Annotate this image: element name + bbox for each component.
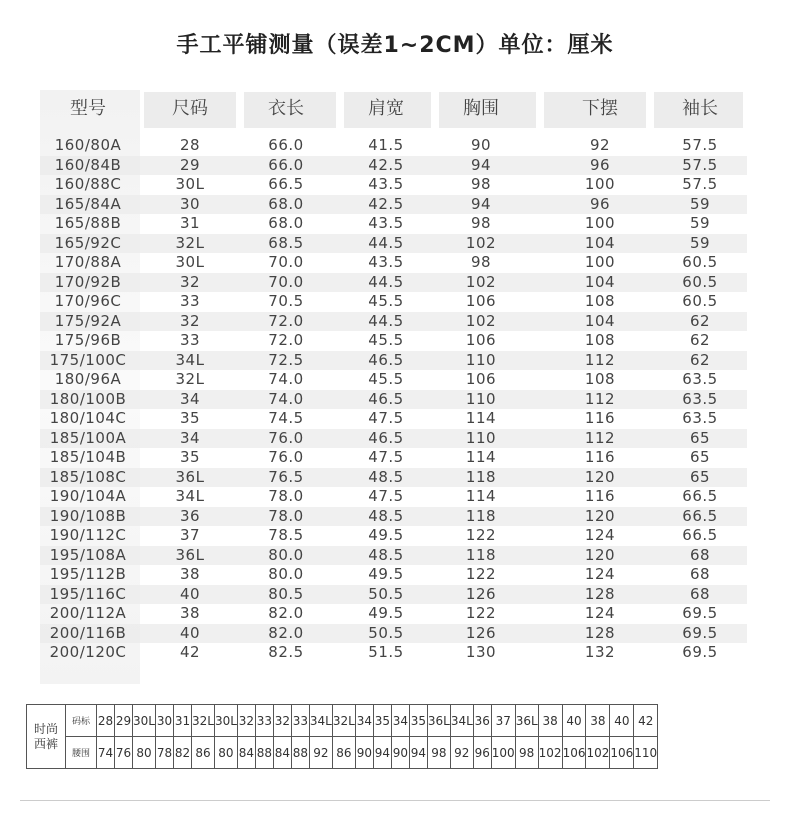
cell-length: 74.0 bbox=[268, 389, 304, 408]
cell-chest: 106 bbox=[465, 370, 497, 388]
cell-shoulder: 42.5 bbox=[368, 194, 404, 213]
cell-sleeve: 68 bbox=[689, 565, 711, 583]
cell-shoulder: 47.5 bbox=[368, 409, 404, 427]
cell-model: 195/112B bbox=[49, 565, 127, 583]
waist-cell: 80 bbox=[214, 737, 237, 769]
cell-sleeve: 59 bbox=[689, 233, 711, 252]
cell-shoulder: 51.5 bbox=[368, 643, 404, 661]
cell-length: 80.5 bbox=[268, 584, 304, 603]
cell-sleeve: 69.5 bbox=[682, 643, 718, 661]
table-row bbox=[40, 195, 747, 215]
cell-length: 72.0 bbox=[268, 331, 304, 349]
cell-model: 165/88B bbox=[54, 214, 122, 232]
table-row bbox=[40, 175, 747, 195]
table-row bbox=[40, 390, 747, 410]
cell-sleeve: 69.5 bbox=[682, 604, 718, 622]
cell-sleeve: 66.5 bbox=[682, 487, 718, 505]
table-row bbox=[40, 253, 747, 273]
cell-chest: 90 bbox=[470, 136, 492, 154]
size-cell: 34 bbox=[355, 705, 373, 737]
waist-cell: 100 bbox=[491, 737, 515, 769]
header-length: 衣长 bbox=[268, 98, 304, 119]
cell-chest: 118 bbox=[465, 545, 497, 564]
cell-chest: 98 bbox=[470, 175, 492, 193]
cell-hem: 116 bbox=[584, 409, 616, 427]
cell-shoulder: 47.5 bbox=[368, 487, 404, 505]
cell-shoulder: 44.5 bbox=[368, 272, 404, 291]
size-cell: 38 bbox=[586, 705, 610, 737]
cell-chest: 114 bbox=[465, 487, 497, 505]
waist-cell: 84 bbox=[237, 737, 255, 769]
cell-model: 195/108A bbox=[49, 545, 127, 564]
cell-sleeve: 68 bbox=[689, 545, 711, 564]
cell-model: 175/92A bbox=[54, 311, 122, 330]
cell-hem: 124 bbox=[584, 565, 616, 583]
table-row bbox=[40, 546, 747, 566]
cell-model: 170/92B bbox=[54, 272, 122, 291]
cell-size: 40 bbox=[179, 623, 201, 642]
cell-sleeve: 66.5 bbox=[682, 506, 718, 525]
cell-length: 82.0 bbox=[268, 623, 304, 642]
size-cell: 32L bbox=[191, 705, 214, 737]
cell-shoulder: 49.5 bbox=[368, 565, 404, 583]
cell-length: 70.0 bbox=[268, 253, 304, 271]
cell-sleeve: 59 bbox=[689, 214, 711, 232]
cell-sleeve: 57.5 bbox=[682, 155, 718, 174]
cell-shoulder: 48.5 bbox=[368, 545, 404, 564]
cell-shoulder: 42.5 bbox=[368, 155, 404, 174]
waist-cell: 80 bbox=[133, 737, 156, 769]
waist-row bbox=[27, 737, 658, 769]
cell-model: 200/112A bbox=[49, 604, 127, 622]
cell-chest: 122 bbox=[465, 565, 497, 583]
size-cell: 34L bbox=[309, 705, 332, 737]
cell-hem: 116 bbox=[584, 448, 616, 466]
table-row bbox=[40, 331, 747, 351]
waist-cell: 106 bbox=[610, 737, 634, 769]
page-title: 手工平铺测量（误差1~2CM）单位：厘米 bbox=[176, 33, 614, 58]
header-shoulder: 肩宽 bbox=[368, 98, 404, 119]
cell-model: 170/96C bbox=[54, 292, 122, 310]
cell-size: 30 bbox=[179, 194, 201, 213]
cell-model: 190/108B bbox=[49, 506, 127, 525]
cell-length: 66.0 bbox=[268, 155, 304, 174]
cell-hem: 96 bbox=[589, 194, 611, 213]
table-row bbox=[40, 604, 747, 624]
pants-label-cell bbox=[27, 705, 66, 769]
cell-length: 74.5 bbox=[268, 409, 304, 427]
cell-model: 185/104B bbox=[49, 448, 127, 466]
cell-shoulder: 49.5 bbox=[368, 526, 404, 544]
waist-cell: 86 bbox=[332, 737, 355, 769]
cell-hem: 104 bbox=[584, 272, 616, 291]
cell-shoulder: 43.5 bbox=[368, 175, 404, 193]
cell-model: 185/100A bbox=[49, 428, 127, 447]
cell-size: 42 bbox=[179, 643, 201, 661]
cell-size: 32 bbox=[179, 272, 201, 291]
waist-cell: 78 bbox=[155, 737, 173, 769]
table-row bbox=[40, 585, 747, 605]
cell-size: 28 bbox=[179, 136, 201, 154]
size-cell: 38 bbox=[538, 705, 562, 737]
cell-sleeve: 65 bbox=[689, 428, 711, 447]
cell-length: 76.0 bbox=[268, 448, 304, 466]
cell-sleeve: 60.5 bbox=[682, 253, 718, 271]
cell-length: 78.5 bbox=[268, 526, 304, 544]
waist-cell: 98 bbox=[515, 737, 538, 769]
cell-hem: 128 bbox=[584, 623, 616, 642]
cell-chest: 118 bbox=[465, 506, 497, 525]
size-cell: 30L bbox=[214, 705, 237, 737]
size-cell: 35 bbox=[373, 705, 391, 737]
cell-sleeve: 59 bbox=[689, 194, 711, 213]
cell-size: 34 bbox=[179, 389, 201, 408]
cell-chest: 126 bbox=[465, 623, 497, 642]
cell-chest: 98 bbox=[470, 253, 492, 271]
cell-shoulder: 50.5 bbox=[368, 584, 404, 603]
cell-model: 180/104C bbox=[49, 409, 127, 427]
table-row bbox=[40, 292, 747, 312]
cell-chest: 114 bbox=[465, 448, 497, 466]
cell-length: 74.0 bbox=[268, 370, 304, 388]
cell-sleeve: 57.5 bbox=[682, 136, 718, 154]
cell-hem: 92 bbox=[589, 136, 611, 154]
cell-size: 33 bbox=[179, 292, 201, 310]
size-cell: 34 bbox=[391, 705, 409, 737]
table-row bbox=[40, 409, 747, 429]
cell-size: 30L bbox=[175, 253, 205, 271]
cell-shoulder: 49.5 bbox=[368, 604, 404, 622]
table-row bbox=[40, 351, 747, 371]
pants-waist-table bbox=[26, 704, 658, 769]
cell-sleeve: 57.5 bbox=[682, 175, 718, 193]
cell-length: 78.0 bbox=[268, 506, 304, 525]
cell-size: 36L bbox=[175, 467, 205, 486]
waist-cell: 102 bbox=[586, 737, 610, 769]
cell-length: 66.5 bbox=[268, 175, 304, 193]
cell-chest: 126 bbox=[465, 584, 497, 603]
cell-shoulder: 44.5 bbox=[368, 233, 404, 252]
cell-hem: 100 bbox=[584, 214, 616, 232]
cell-length: 68.0 bbox=[268, 214, 304, 232]
cell-size: 33 bbox=[179, 331, 201, 349]
size-cell: 36L bbox=[427, 705, 450, 737]
cell-chest: 110 bbox=[465, 389, 497, 408]
waist-cell: 102 bbox=[538, 737, 562, 769]
header-hem: 下摆 bbox=[582, 98, 618, 119]
header-model: 型号 bbox=[70, 98, 106, 119]
cell-length: 70.0 bbox=[268, 272, 304, 291]
waist-cell: 90 bbox=[355, 737, 373, 769]
cell-model: 170/88A bbox=[54, 253, 122, 271]
header-chest: 胸围 bbox=[463, 98, 499, 119]
size-cell: 34L bbox=[450, 705, 473, 737]
size-cell: 36L bbox=[515, 705, 538, 737]
cell-size: 36L bbox=[175, 545, 205, 564]
cell-size: 30L bbox=[175, 175, 205, 193]
cell-model: 160/88C bbox=[54, 175, 122, 193]
waist-cell: 88 bbox=[291, 737, 309, 769]
cell-size: 34 bbox=[179, 428, 201, 447]
cell-model: 200/116B bbox=[49, 623, 127, 642]
cell-shoulder: 50.5 bbox=[368, 623, 404, 642]
size-row bbox=[27, 705, 658, 737]
cell-chest: 94 bbox=[470, 194, 492, 213]
cell-size: 34L bbox=[175, 487, 205, 505]
cell-size: 40 bbox=[179, 584, 201, 603]
size-label-cell: 码标 bbox=[66, 705, 97, 737]
cell-length: 82.5 bbox=[268, 643, 304, 661]
cell-hem: 128 bbox=[584, 584, 616, 603]
cell-length: 78.0 bbox=[268, 487, 304, 505]
size-cell: 32 bbox=[273, 705, 291, 737]
table-row bbox=[40, 624, 747, 644]
cell-size: 32L bbox=[175, 370, 205, 388]
cell-hem: 124 bbox=[584, 604, 616, 622]
cell-shoulder: 47.5 bbox=[368, 448, 404, 466]
waist-cell: 96 bbox=[473, 737, 491, 769]
cell-model: 165/84A bbox=[54, 194, 122, 213]
cell-length: 82.0 bbox=[268, 604, 304, 622]
cell-hem: 104 bbox=[584, 311, 616, 330]
cell-chest: 130 bbox=[465, 643, 497, 661]
cell-chest: 110 bbox=[465, 350, 497, 369]
cell-hem: 124 bbox=[584, 526, 616, 544]
cell-shoulder: 44.5 bbox=[368, 311, 404, 330]
cell-chest: 98 bbox=[470, 214, 492, 232]
table-row bbox=[40, 273, 747, 293]
cell-shoulder: 41.5 bbox=[368, 136, 404, 154]
cell-size: 32L bbox=[175, 233, 205, 252]
cell-hem: 108 bbox=[584, 370, 616, 388]
cell-size: 36 bbox=[179, 506, 201, 525]
cell-hem: 112 bbox=[584, 350, 616, 369]
cell-sleeve: 65 bbox=[689, 467, 711, 486]
cell-length: 66.0 bbox=[268, 136, 304, 154]
size-cell: 37 bbox=[491, 705, 515, 737]
cell-size: 38 bbox=[179, 604, 201, 622]
cell-hem: 120 bbox=[584, 545, 616, 564]
table-row bbox=[40, 136, 747, 156]
cell-shoulder: 43.5 bbox=[368, 253, 404, 271]
cell-model: 190/104A bbox=[49, 487, 127, 505]
cell-chest: 110 bbox=[465, 428, 497, 447]
cell-length: 72.5 bbox=[268, 350, 304, 369]
cell-size: 38 bbox=[179, 565, 201, 583]
cell-model: 160/80A bbox=[54, 136, 122, 154]
cell-sleeve: 66.5 bbox=[682, 526, 718, 544]
table-row bbox=[40, 214, 747, 234]
size-cell: 32 bbox=[237, 705, 255, 737]
waist-cell: 76 bbox=[115, 737, 133, 769]
cell-hem: 116 bbox=[584, 487, 616, 505]
waist-cell: 82 bbox=[173, 737, 191, 769]
cell-chest: 106 bbox=[465, 292, 497, 310]
pants-label-line1: 时尚 bbox=[33, 721, 58, 736]
size-cell: 32L bbox=[332, 705, 355, 737]
cell-hem: 120 bbox=[584, 467, 616, 486]
cell-sleeve: 63.5 bbox=[682, 409, 718, 427]
waist-label-cell: 腰围 bbox=[66, 737, 97, 769]
size-cell: 42 bbox=[634, 705, 658, 737]
cell-model: 195/116C bbox=[49, 584, 127, 603]
cell-sleeve: 68 bbox=[689, 584, 711, 603]
cell-hem: 120 bbox=[584, 506, 616, 525]
table-row bbox=[40, 526, 747, 546]
waist-cell: 94 bbox=[409, 737, 427, 769]
size-cell: 31 bbox=[173, 705, 191, 737]
cell-sleeve: 63.5 bbox=[682, 370, 718, 388]
cell-shoulder: 48.5 bbox=[368, 467, 404, 486]
cell-length: 68.0 bbox=[268, 194, 304, 213]
cell-hem: 108 bbox=[584, 292, 616, 310]
cell-length: 72.0 bbox=[268, 311, 304, 330]
cell-model: 175/96B bbox=[54, 331, 122, 349]
waist-cell: 110 bbox=[634, 737, 658, 769]
cell-sleeve: 60.5 bbox=[682, 272, 718, 291]
cell-sleeve: 62 bbox=[689, 311, 711, 330]
cell-length: 68.5 bbox=[268, 233, 304, 252]
cell-model: 175/100C bbox=[49, 350, 127, 369]
cell-shoulder: 46.5 bbox=[368, 428, 404, 447]
cell-sleeve: 63.5 bbox=[682, 389, 718, 408]
cell-model: 200/120C bbox=[49, 643, 127, 661]
cell-sleeve: 69.5 bbox=[682, 623, 718, 642]
cell-length: 76.0 bbox=[268, 428, 304, 447]
cell-length: 80.0 bbox=[268, 565, 304, 583]
cell-model: 180/96A bbox=[54, 370, 122, 388]
table-row bbox=[40, 565, 747, 585]
cell-chest: 122 bbox=[465, 604, 497, 622]
cell-chest: 118 bbox=[465, 467, 497, 486]
table-row bbox=[40, 156, 747, 176]
size-cell: 30 bbox=[155, 705, 173, 737]
cell-hem: 112 bbox=[584, 428, 616, 447]
table-row bbox=[40, 370, 747, 390]
pants-label-line2: 西裤 bbox=[33, 736, 58, 751]
waist-cell: 92 bbox=[450, 737, 473, 769]
size-cell: 33 bbox=[291, 705, 309, 737]
size-cell: 35 bbox=[409, 705, 427, 737]
size-cell: 36 bbox=[473, 705, 491, 737]
cell-length: 80.0 bbox=[268, 545, 304, 564]
table-row bbox=[40, 643, 747, 663]
size-cell: 30L bbox=[133, 705, 156, 737]
table-row bbox=[40, 507, 747, 527]
cell-model: 160/84B bbox=[54, 155, 122, 174]
cell-length: 70.5 bbox=[268, 292, 304, 310]
cell-shoulder: 48.5 bbox=[368, 506, 404, 525]
cell-shoulder: 46.5 bbox=[368, 389, 404, 408]
cell-chest: 102 bbox=[465, 233, 497, 252]
cell-hem: 96 bbox=[589, 155, 611, 174]
header-sleeve: 袖长 bbox=[682, 98, 718, 119]
waist-cell: 94 bbox=[373, 737, 391, 769]
cell-sleeve: 62 bbox=[689, 350, 711, 369]
cell-hem: 132 bbox=[584, 643, 616, 661]
waist-cell: 74 bbox=[97, 737, 115, 769]
waist-cell: 86 bbox=[191, 737, 214, 769]
size-cell: 28 bbox=[97, 705, 115, 737]
waist-cell: 106 bbox=[562, 737, 586, 769]
cell-chest: 102 bbox=[465, 311, 497, 330]
cell-model: 165/92C bbox=[54, 233, 122, 252]
cell-hem: 100 bbox=[584, 175, 616, 193]
table-row bbox=[40, 468, 747, 488]
cell-shoulder: 45.5 bbox=[368, 370, 404, 388]
bottom-divider bbox=[20, 800, 770, 801]
cell-length: 76.5 bbox=[268, 467, 304, 486]
cell-size: 31 bbox=[179, 214, 201, 232]
cell-chest: 114 bbox=[465, 409, 497, 427]
cell-size: 34L bbox=[175, 350, 205, 369]
size-cell: 33 bbox=[255, 705, 273, 737]
table-row bbox=[40, 429, 747, 449]
table-row bbox=[40, 487, 747, 507]
cell-sleeve: 65 bbox=[689, 448, 711, 466]
table-row bbox=[40, 448, 747, 468]
waist-cell: 90 bbox=[391, 737, 409, 769]
cell-sleeve: 60.5 bbox=[682, 292, 718, 310]
header-size: 尺码 bbox=[172, 98, 208, 119]
cell-shoulder: 45.5 bbox=[368, 331, 404, 349]
cell-shoulder: 45.5 bbox=[368, 292, 404, 310]
cell-chest: 122 bbox=[465, 526, 497, 544]
waist-cell: 92 bbox=[309, 737, 332, 769]
waist-cell: 98 bbox=[427, 737, 450, 769]
waist-cell: 84 bbox=[273, 737, 291, 769]
size-cell: 29 bbox=[115, 705, 133, 737]
cell-sleeve: 62 bbox=[689, 331, 711, 349]
size-cell: 40 bbox=[562, 705, 586, 737]
size-cell: 40 bbox=[610, 705, 634, 737]
cell-size: 32 bbox=[179, 311, 201, 330]
cell-chest: 106 bbox=[465, 331, 497, 349]
cell-size: 29 bbox=[179, 155, 201, 174]
cell-model: 180/100B bbox=[49, 389, 127, 408]
cell-size: 35 bbox=[179, 409, 201, 427]
table-row bbox=[40, 312, 747, 332]
cell-shoulder: 43.5 bbox=[368, 214, 404, 232]
cell-model: 185/108C bbox=[49, 467, 127, 486]
table-row bbox=[40, 234, 747, 254]
waist-cell: 88 bbox=[255, 737, 273, 769]
cell-shoulder: 46.5 bbox=[368, 350, 404, 369]
cell-hem: 100 bbox=[584, 253, 616, 271]
cell-hem: 112 bbox=[584, 389, 616, 408]
cell-chest: 94 bbox=[470, 155, 492, 174]
cell-model: 190/112C bbox=[49, 526, 127, 544]
cell-hem: 108 bbox=[584, 331, 616, 349]
cell-hem: 104 bbox=[584, 233, 616, 252]
cell-chest: 102 bbox=[465, 272, 497, 291]
cell-size: 35 bbox=[179, 448, 201, 466]
cell-size: 37 bbox=[179, 526, 201, 544]
